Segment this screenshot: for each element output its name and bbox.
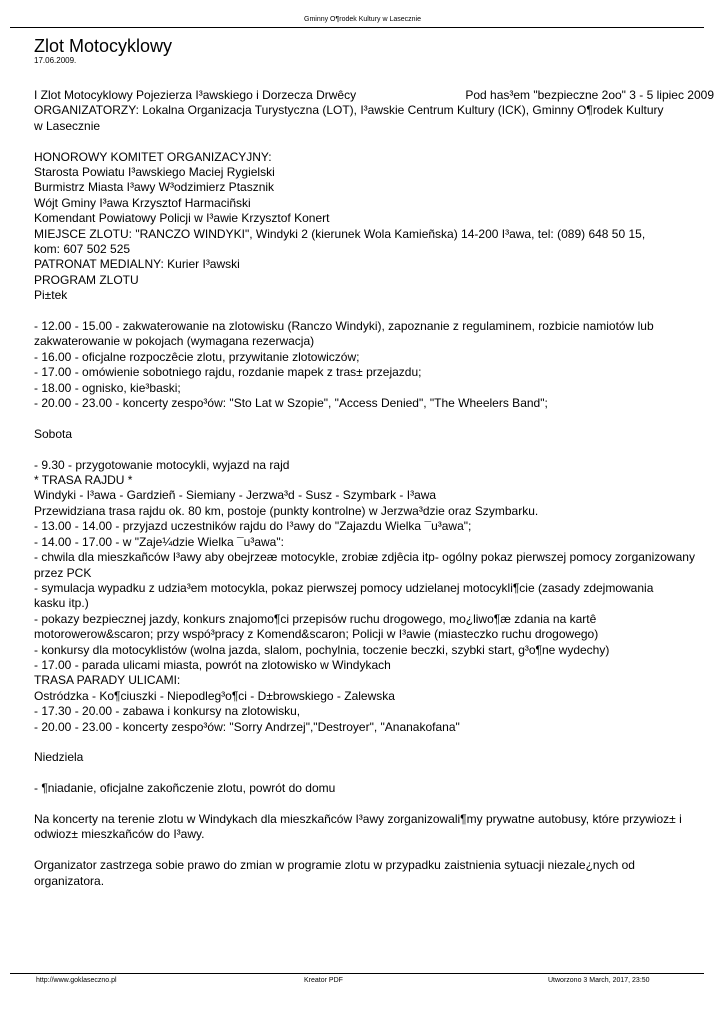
text-line: - ¶niadanie, oficjalne zakoñczenie zlotu, powrót do domu — [34, 781, 336, 796]
text-line: odwioz± mieszkañców do I³awy. — [34, 827, 205, 842]
text-line: - 18.00 - ognisko, kie³baski; — [34, 380, 181, 395]
text-line: przez PCK — [34, 565, 92, 580]
blank-line — [34, 411, 716, 426]
text-line: Sobota — [34, 426, 73, 441]
text-line: - 17.00 - omówienie sobotniego rajdu, rozdanie mapek z tras± przejazdu; — [34, 365, 422, 380]
text-line: - 12.00 - 15.00 - zakwaterowanie na zlotowisku (Ranczo Windyki), zapoznanie z regulaminem, rozbicie namiotów lub — [34, 319, 654, 334]
text-line: Wójt Gminy I³awa Krzysztof Harmaciñski — [34, 195, 251, 210]
text-line: kasku itp.) — [34, 596, 89, 611]
text-line: - 17.00 - parada ulicami miasta, powrót na zlotowisko w Windykach — [34, 657, 391, 672]
text-line: Organizator zastrzega sobie prawo do zmian w programie zlotu w przypadku zaistnienia sytuacji niezale¿nych od — [34, 858, 635, 873]
article-lines — [34, 103, 716, 889]
blank-line — [34, 766, 716, 781]
article-body — [34, 88, 716, 889]
text-line: Burmistrz Miasta I³awy W³odzimierz Ptasznik — [34, 180, 275, 195]
text-line: - konkursy dla motocyklistów (wolna jazda, slalom, pochylnia, toczenie beczki, szybki start, g³o¶ne wydechy) — [34, 642, 610, 657]
article-headline — [34, 88, 716, 103]
text-line: MIEJSCE ZLOTU: "RANCZO WINDYKI", Windyki 2 (kierunek Wola Kamieñska) 14-200 I³awa, tel: (089) 648 50 15, — [34, 226, 646, 241]
text-line: TRASA PARADY ULICAMI: — [34, 673, 181, 688]
text-line: w Lasecznie — [34, 118, 101, 133]
blank-line — [34, 735, 716, 750]
text-line: Starosta Powiatu I³awskiego Maciej Rygielski — [34, 165, 275, 179]
text-line: - 16.00 - oficjalne rozpoczêcie zlotu, przywitanie zlotowiczów; — [34, 349, 360, 364]
text-line: - 20.00 - 23.00 - koncerty zespo³ów: "Sorry Andrzej","Destroyer", "Ananakofana" — [34, 719, 460, 734]
page-title: Zlot Motocyklowy — [34, 36, 173, 56]
blank-line — [34, 442, 716, 457]
text-line: * TRASA RAJDU * — [34, 473, 133, 488]
text-line: PATRONAT MEDIALNY: Kurier I³awski — [34, 257, 240, 272]
text-line: Komendant Powiatowy Policji w I³awie Krzysztof Konert — [34, 211, 330, 226]
text-line: - 9.30 - przygotowanie motocykli, wyjazd na rajd — [34, 457, 290, 472]
text-line: - pokazy bezpiecznej jazdy, konkurs znajomo¶ci przepisów ruchu drogowego, mo¿liwo¶æ zdania na kartê — [34, 611, 597, 626]
text-line: Niedziela — [34, 750, 84, 765]
blank-line — [34, 304, 716, 319]
text-line: zakwaterowanie w pokojach (wymagana rezerwacja) — [34, 334, 315, 349]
text-line: organizatora. — [34, 873, 105, 888]
text-line: - 13.00 - 14.00 - przyjazd uczestników rajdu do I³awy do "Zajazdu Wielka ¯u³awa"; — [34, 519, 472, 534]
text-line: HONOROWY KOMITET ORGANIZACYJNY: — [34, 149, 272, 164]
text-line: - 20.00 - 23.00 - koncerty zespo³ów: "Sto Lat w Szopie", "Access Denied", "The Wheelers Band"; — [34, 396, 548, 411]
blank-line — [34, 797, 716, 812]
footer-generator: Kreator PDF — [304, 977, 343, 984]
text-line: kom: 607 502 525 — [34, 242, 131, 257]
text-line: - 14.00 - 17.00 - w "Zaje¼dzie Wielka ¯u³awa": — [34, 534, 284, 549]
text-line: - chwila dla mieszkañców I³awy aby obejrzeæ motocykle, zrobiæ zdjêcia itp- ogólny pokaz pierwszej pomocy zorganizowany — [34, 550, 695, 565]
blank-line — [34, 843, 716, 858]
text-line: ORGANIZATORZY: Lokalna Organizacja Turystyczna (LOT), I³awskie Centrum Kultury (ICK), Gminny O¶rodek Kultury — [34, 103, 664, 118]
text-line: Windyki - I³awa - Gardzieñ - Siemiany - Jerzwa³d - Susz - Szymbark - I³awa — [34, 488, 437, 503]
text-line: Przewidziana trasa rajdu ok. 80 km, postoje (punkty kontrolne) w Jerzwa³dzie oraz Szymbarku. — [34, 503, 539, 518]
article-date: 17.06.2009. — [34, 56, 77, 65]
text-line: Pi±tek — [34, 288, 68, 303]
headline-right: Pod has³em "bezpieczne 2oo" 3 - 5 lipiec 2009 — [465, 88, 714, 102]
headline-left: I Zlot Motocyklowy Pojezierza I³awskiego i Dorzecza Drwêcy — [34, 88, 357, 102]
text-line: Na koncerty na terenie zlotu w Windykach dla mieszkañców I³awy zorganizowali¶my prywatne autobusy, które przywioz± i — [34, 811, 682, 826]
text-line: motorowerow&scaron; przy wspó³pracy z Komend&scaron; Policji w I³awie (miasteczko ruchu drogowego) — [34, 627, 599, 642]
text-line: Ostródzka - Ko¶ciuszki - Niepodleg³o¶ci - D±browskiego - Zalewska — [34, 688, 395, 703]
footer-url: http://www.goklaseczno.pl — [36, 977, 117, 984]
footer-rule — [10, 973, 704, 974]
text-line: - 17.30 - 20.00 - zabawa i konkursy na zlotowisku, — [34, 704, 301, 719]
header-rule — [10, 27, 704, 28]
footer-created: Utworzono 3 March, 2017, 23:50 — [548, 977, 650, 984]
blank-line — [34, 134, 716, 149]
text-line: - symulacja wypadku z udzia³em motocykla, pokaz pierwszej pomocy udzielanej motocykli¶cie (zasady zdejmowania — [34, 580, 654, 595]
page-header: Gminny O¶rodek Kultury w Lasecznie — [304, 16, 421, 23]
text-line: PROGRAM ZLOTU — [34, 272, 139, 287]
